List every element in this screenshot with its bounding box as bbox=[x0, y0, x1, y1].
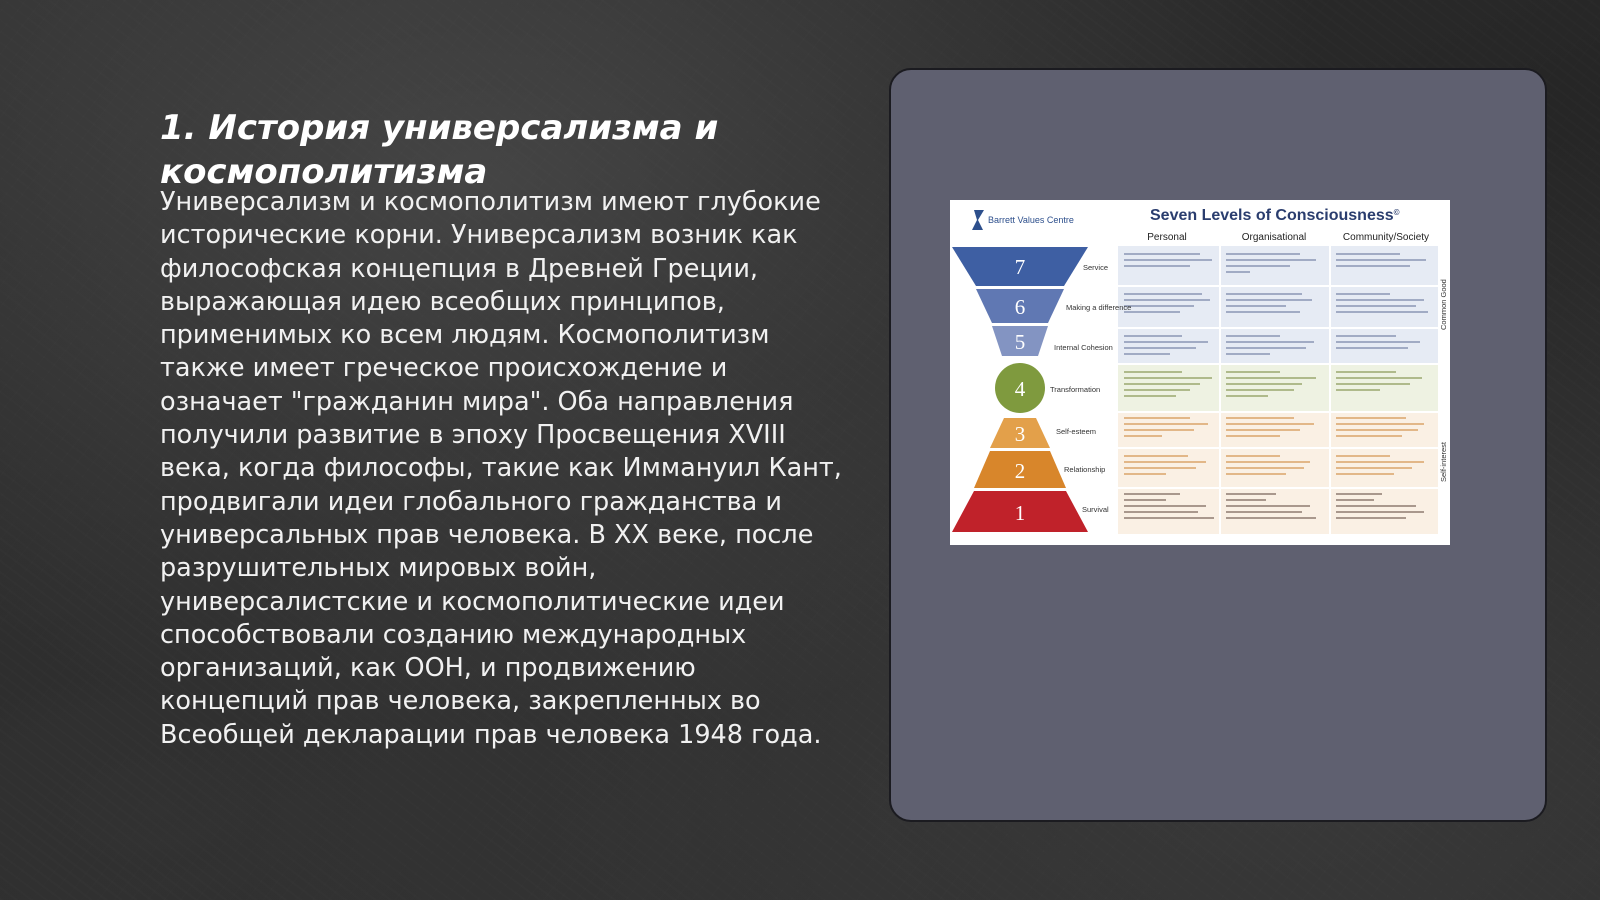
level-number-1: 1 bbox=[1014, 501, 1026, 525]
level-label-3: Self-esteem bbox=[1056, 427, 1097, 436]
column-header-organisational: Organisational bbox=[1241, 232, 1307, 243]
level-label-6: Making a difference bbox=[1066, 303, 1132, 312]
side-label-self-interest: Self-interest bbox=[1439, 441, 1448, 482]
level-number-6: 6 bbox=[1014, 295, 1026, 319]
barrett-logo-icon bbox=[972, 210, 984, 230]
level-number-5: 5 bbox=[1014, 330, 1026, 354]
level-label-1: Survival bbox=[1082, 505, 1109, 514]
column-header-community: Community/Society bbox=[1342, 232, 1430, 243]
level-number-7: 7 bbox=[1014, 255, 1026, 279]
slide-title: 1. История универсализма и космополитизма bbox=[160, 108, 719, 192]
figure-title: Seven Levels of Consciousness© bbox=[1150, 207, 1400, 224]
seven-levels-figure bbox=[950, 200, 1450, 545]
column-header-personal: Personal bbox=[1147, 232, 1187, 243]
seven-levels-svg bbox=[950, 200, 1450, 545]
level-number-4: 4 bbox=[1014, 377, 1026, 401]
level-label-2: Relationship bbox=[1064, 465, 1106, 474]
level-number-3: 3 bbox=[1014, 422, 1026, 446]
slide-body-text: Универсализм и космополитизм имеют глубокие исторические корни. Универсализм возник как философская концепция в Древней Греции, выражающая идею всеобщих принципов, применимых ко всем людям. Космополитизм также имеет греческое происхождение и означает "гражданин мира". Оба направления получили развитие в эпоху Просвещения XVIII века, когда философы, такие как Иммануил Кант, продвигали идеи глобального гражданства и универсальных прав человека. В XX веке, после разрушительных мировых войн, универсалистские и космополитические идеи способствовали созданию международных организаций, как ООН, и продвижению концепций прав человека, закрепленных во Всеобщей декларации прав человека 1948 года. bbox=[160, 187, 842, 750]
logo-text: Barrett Values Centre bbox=[988, 215, 1074, 225]
level-label-5: Internal Cohesion bbox=[1054, 343, 1113, 352]
upper-levels-table-bg bbox=[1118, 246, 1438, 364]
level-label-7: Service bbox=[1083, 263, 1109, 272]
level-label-4: Transformation bbox=[1050, 385, 1101, 394]
side-label-common-good: Common Good bbox=[1439, 279, 1448, 330]
level-number-2: 2 bbox=[1014, 459, 1026, 483]
